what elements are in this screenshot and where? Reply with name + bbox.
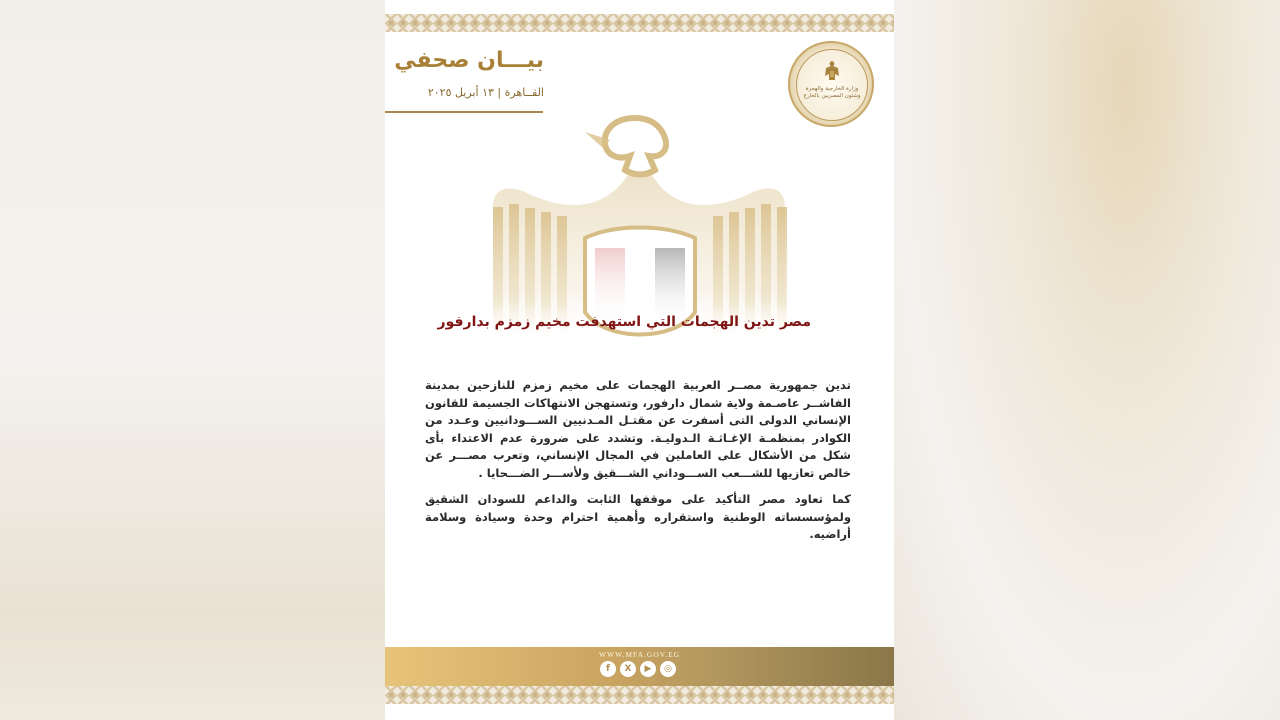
website-link[interactable]: WWW.MFA.GOV.EG <box>598 650 681 659</box>
x-icon[interactable]: X <box>620 661 636 677</box>
press-release-page <box>385 0 894 720</box>
social-icons <box>600 661 676 677</box>
instagram-icon[interactable]: ◎ <box>660 661 676 677</box>
eagle-emblem-icon <box>823 60 841 82</box>
youtube-icon[interactable]: ▶ <box>640 661 656 677</box>
statement-title: بيـــان صحفي <box>394 48 544 73</box>
facebook-icon[interactable]: f <box>600 661 616 677</box>
bottom-ornament-band <box>385 686 894 704</box>
seal-text: وزارة الخارجية والهجرة وشئون المصريين بالخارج <box>803 86 861 99</box>
background-right <box>894 0 1280 720</box>
eagle-watermark-icon <box>485 112 795 342</box>
ministry-seal <box>788 41 874 127</box>
dateline: القــاهرة | ١٣ أبريل ٢٠٢٥ <box>427 86 544 99</box>
headline: مصر تدين الهجمات التي استهدفت مخيم زمزم بدارفور <box>437 314 811 330</box>
background-left <box>0 0 385 720</box>
paragraph-2: كما تعاود مصر التأكيد على موقفها الثابت والداعم للسودان الشقيق ولمؤسسساته الوطنية واستقراره وأهمية احترام وحدة وسيادة وسلامة أراضيه. <box>425 492 851 542</box>
paragraph-1: تدين جمهورية مصــر العربية الهجمات على مخيم زمزم للنازحين بمدينة الفاشــر عاصـمة ولاية شمال دارفور، وتستهجن الانتهاكات الجسيمة للقانون الإنساني الدولى التى أسفرت عن مقتـل المـدنيين الســـودانيين وعـدد من الكوادر بمنظمـة الإغـاثـة الـدوليـة. وتشدد على ضرورة عدم الاعتداء بأى شكل من الأشكال على العاملين في المجال الإنساني، وتعرب مصـــر عن خالص تعازيها للشـــعب الســـوداني الشـــقيق ولأســـر الضـــحايا . <box>425 378 851 480</box>
footer-bar <box>385 647 894 686</box>
top-ornament-band <box>385 14 894 32</box>
